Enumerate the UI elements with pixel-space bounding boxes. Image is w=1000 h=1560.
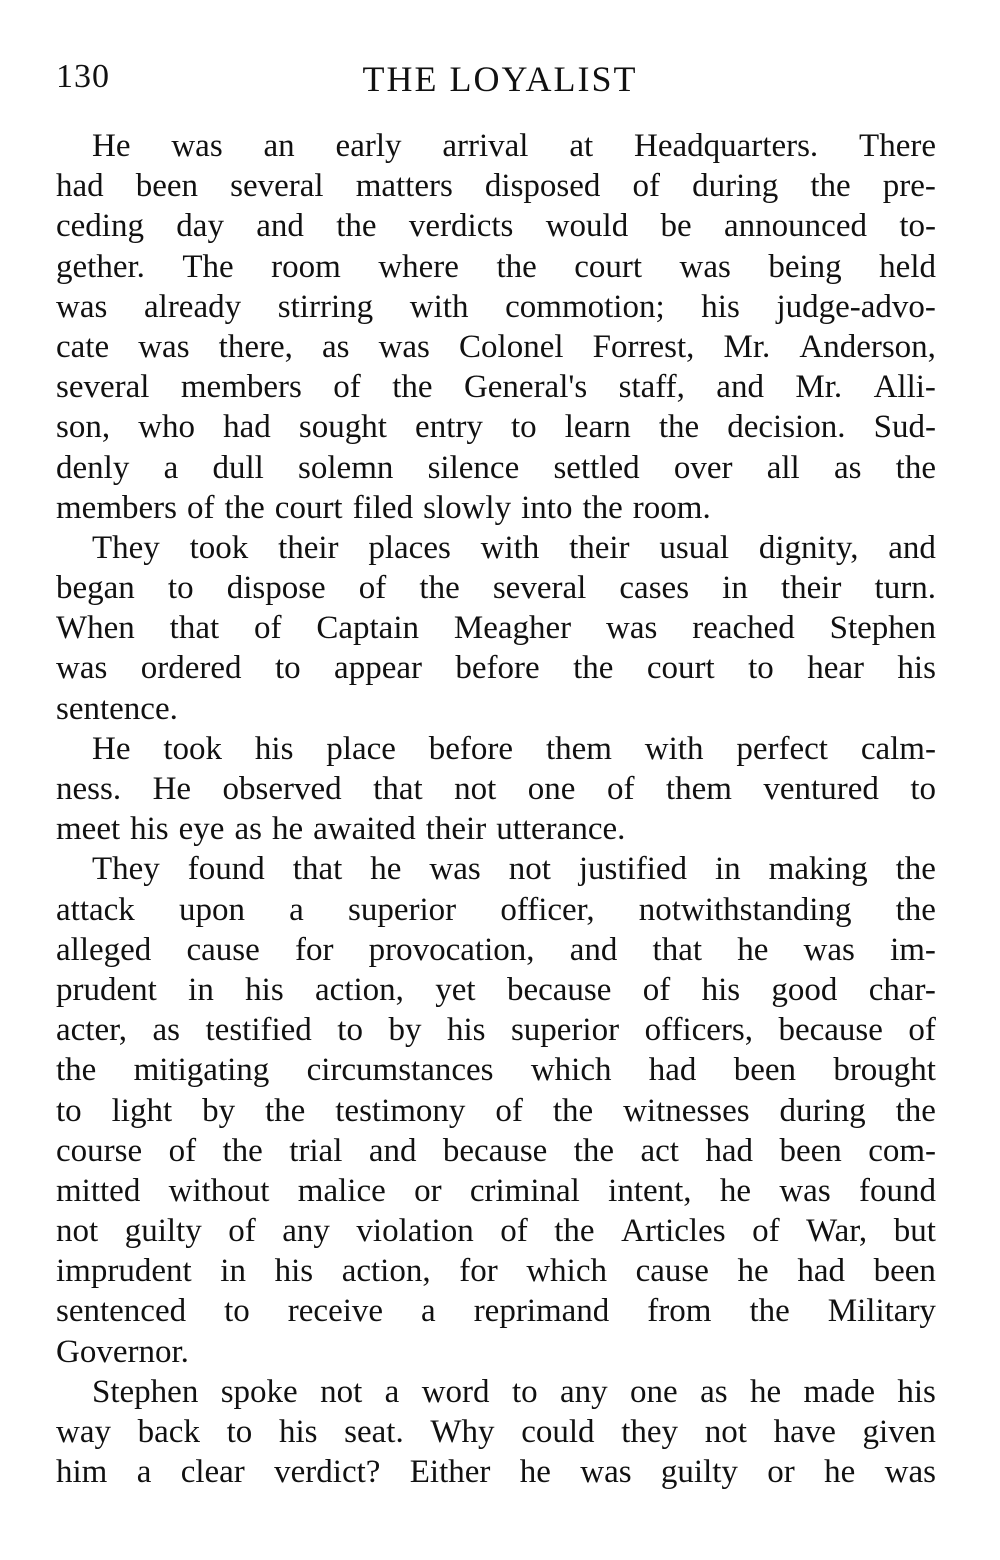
text-line: He was an early arrival at Headquarters. There [92, 128, 936, 164]
page-number: 130 [56, 58, 110, 95]
text-line: members of the court filed slowly into the room. [56, 489, 711, 526]
text-line: Stephen spoke not a word to any one as he made his [92, 1373, 936, 1410]
text-line: sentenced to receive a reprimand from the Military [56, 1293, 936, 1330]
text-line: him a clear verdict? Either he was guilty or he was [56, 1454, 936, 1491]
text-line: was already stirring with commotion; his judge-advo- [56, 288, 936, 325]
text-line: alleged cause for provocation, and that he was im- [56, 931, 936, 968]
text-line: denly a dull solemn silence settled over all as the [56, 449, 936, 486]
text-line: way back to his seat. Why could they not have given [56, 1414, 936, 1450]
text-line: had been several matters disposed of during the pre- [56, 168, 936, 205]
text-line: ness. He observed that not one of them ventured to [56, 771, 936, 807]
text-line: was ordered to appear before the court to hear his [56, 650, 936, 687]
running-head-title: THE LOYALIST [362, 59, 638, 99]
text-line: acter, as testified to by his superior officers, because of [56, 1012, 936, 1049]
text-line: son, who had sought entry to learn the decision. Sud- [56, 409, 936, 446]
text-line: the mitigating circumstances which had been brought [56, 1052, 936, 1089]
text-line: cate was there, as was Colonel Forrest, Mr. Anderson, [56, 328, 936, 365]
text-line: to light by the testimony of the witnesses during the [56, 1092, 936, 1129]
text-line: When that of Captain Meagher was reached Stephen [56, 610, 936, 647]
text-line: prudent in his action, yet because of his good char- [56, 971, 936, 1008]
text-line: They took their places with their usual dignity, and [92, 529, 936, 566]
text-line: sentence. [56, 690, 178, 727]
text-line: Governor. [56, 1333, 189, 1370]
text-line: not guilty of any violation of the Articles of War, but [56, 1213, 936, 1250]
text-line: imprudent in his action, for which cause he had been [56, 1253, 936, 1290]
text-line: He took his place before them with perfect calm- [92, 730, 936, 767]
text-line: They found that he was not justified in making the [92, 851, 936, 888]
body-text [56, 126, 936, 1492]
text-line: ceding day and the verdicts would be announced to- [56, 208, 936, 245]
text-line: meet his eye as he awaited their utterance. [56, 811, 626, 848]
text-line: began to dispose of the several cases in their turn. [56, 570, 936, 607]
text-line: gether. The room where the court was being held [56, 248, 936, 285]
text-line: course of the trial and because the act had been com- [56, 1132, 936, 1169]
text-line: mitted without malice or criminal intent, he was found [56, 1172, 936, 1209]
text-line: several members of the General's staff, and Mr. Alli- [56, 369, 936, 406]
text-line: attack upon a superior officer, notwithstanding the [56, 891, 936, 928]
page-header [0, 58, 1000, 102]
